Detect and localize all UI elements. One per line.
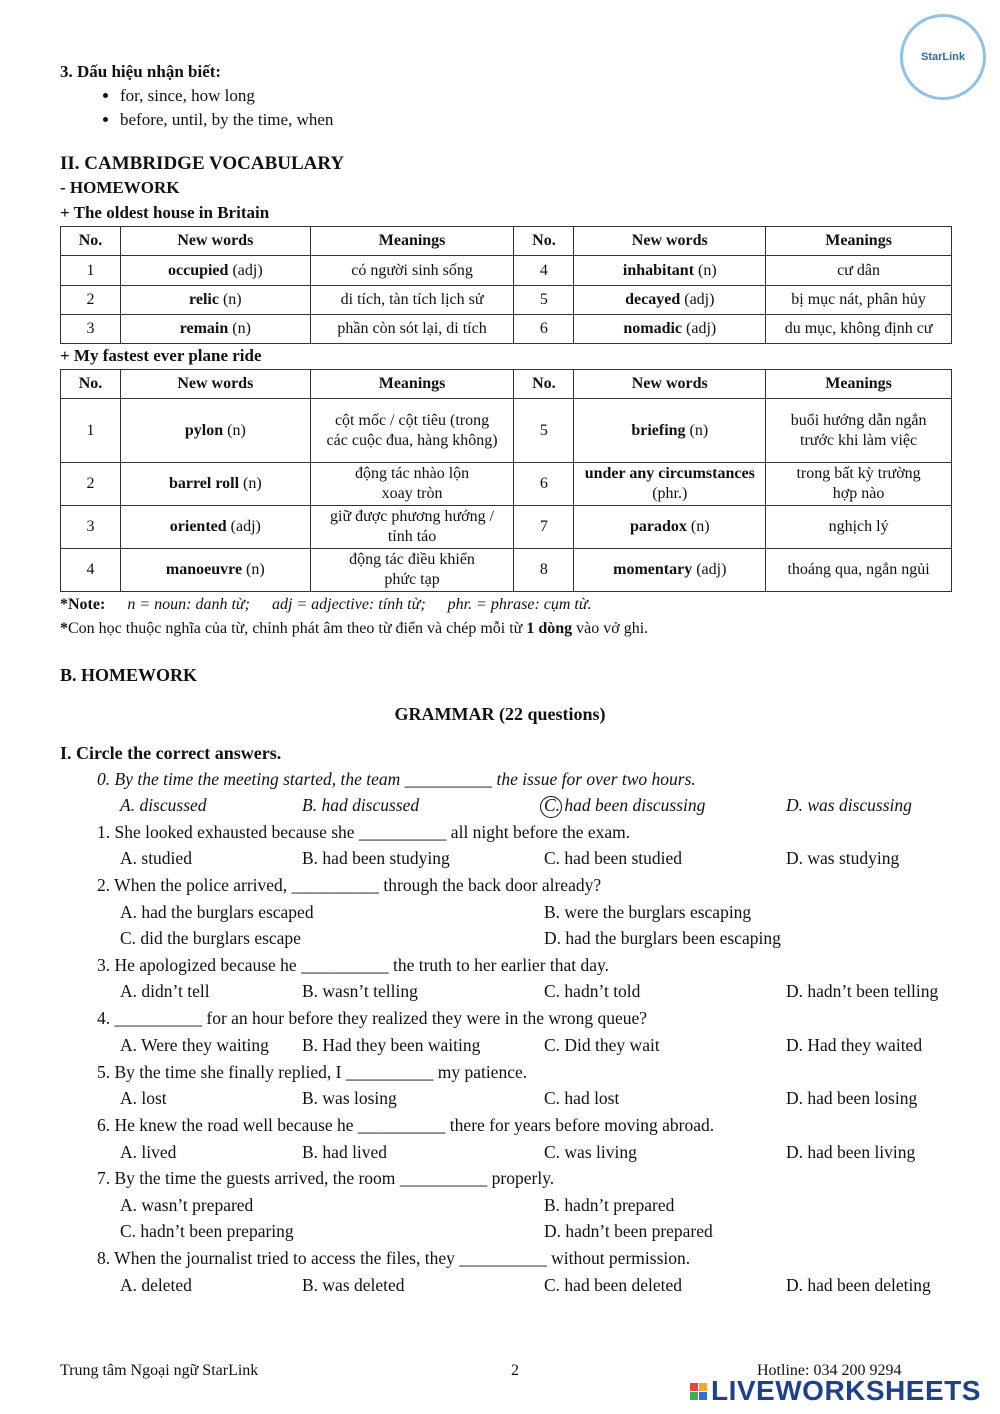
- col-header: Meanings: [310, 370, 514, 399]
- note-adj: adj = adjective: tính từ;: [271, 596, 426, 613]
- signal-item: • before, until, by the time, when: [120, 108, 333, 132]
- word: occupied: [167, 261, 229, 279]
- option-c[interactable]: C. had been deleted: [544, 1275, 683, 1295]
- word: briefing: [631, 421, 686, 439]
- cell-word: [120, 463, 310, 506]
- table2-title: + My fastest ever plane ride: [60, 346, 262, 365]
- note-instruction: *Con học thuộc nghĩa của từ, chỉnh phát âm theo từ điển và chép mỗi từ 1 dòng vào vở ghi.: [60, 620, 649, 637]
- cell-meaning: cột mốc / cột tiêu (trong các cuộc đua, hàng không): [310, 399, 514, 463]
- cell-no: 1: [61, 399, 121, 463]
- cell-word: [120, 256, 310, 286]
- vocab-table-2: [60, 369, 952, 592]
- cell-no: 5: [514, 399, 574, 463]
- cell-meaning: động tác nhào lộn xoay tròn: [310, 463, 514, 506]
- cell-no: 8: [514, 549, 574, 592]
- logo-text: StarLink: [920, 51, 965, 63]
- cell-meaning: bị mục nát, phân hủy: [766, 286, 952, 315]
- option-d[interactable]: D. hadn’t been prepared: [544, 1221, 713, 1241]
- col-header: New words: [574, 227, 766, 256]
- brand-text: LIVEWORKSHEETS: [711, 1375, 981, 1406]
- liveworksheets-cube-icon: [690, 1383, 707, 1400]
- liveworksheets-brand: [690, 1376, 981, 1406]
- option-b[interactable]: B. wasn’t telling: [302, 981, 418, 1001]
- option-c[interactable]: C. had lost: [544, 1088, 620, 1108]
- option-d[interactable]: D. had been deleting: [786, 1275, 931, 1295]
- word: oriented: [169, 518, 227, 535]
- cell-meaning: du mục, không định cư: [766, 315, 952, 344]
- cell-word: [574, 463, 766, 506]
- word-type: (n): [242, 561, 265, 578]
- option-c[interactable]: C. was living: [544, 1142, 637, 1162]
- cell-no: 6: [514, 463, 574, 506]
- option-b[interactable]: B. hadn’t prepared: [544, 1195, 675, 1215]
- question-0: 0. By the time the meeting started, the team __________ the issue for over two hours.: [97, 769, 696, 789]
- option-c[interactable]: C. had been discussing: [544, 795, 706, 815]
- table-row: [61, 286, 952, 315]
- option-a[interactable]: A. wasn’t prepared: [120, 1195, 254, 1215]
- col-header: New words: [120, 370, 310, 399]
- word: relic: [189, 291, 219, 308]
- cell-word: [574, 399, 766, 463]
- cell-meaning: trong bất kỳ trường hợp nào: [766, 463, 952, 506]
- table1-title: + The oldest house in Britain: [60, 203, 270, 222]
- option-c[interactable]: C. hadn’t been preparing: [120, 1221, 294, 1241]
- note-label: *Note:: [60, 596, 106, 613]
- table-row: [61, 256, 952, 286]
- option-a[interactable]: A. didn’t tell: [120, 981, 210, 1001]
- cell-word: [574, 256, 766, 286]
- option-d[interactable]: D. Had they waited: [786, 1035, 923, 1055]
- option-b[interactable]: B. had lived: [302, 1142, 388, 1162]
- section3-heading: 3. Dấu hiệu nhận biết:: [60, 62, 222, 81]
- option-b[interactable]: B. had discussed: [302, 795, 420, 815]
- question-1: 1. She looked exhausted because she __________ all night before the exam.: [97, 822, 631, 842]
- table-row: [61, 315, 952, 344]
- word: under any circumstances: [584, 465, 755, 482]
- table-row: [61, 549, 952, 592]
- footer-hotline: Hotline: 034 200 9294: [757, 1362, 902, 1379]
- homework-heading: B. HOMEWORK: [60, 665, 198, 685]
- cell-no: 1: [61, 256, 121, 286]
- question-2: 2. When the police arrived, __________ through the back door already?: [97, 875, 602, 895]
- word-type: (n): [228, 320, 251, 337]
- question-8: 8. When the journalist tried to access the files, they __________ without permission.: [97, 1248, 691, 1268]
- cell-word: [574, 549, 766, 592]
- word: barrel roll: [168, 475, 240, 492]
- option-d[interactable]: D. had the burglars been escaping: [544, 928, 781, 948]
- signal-list: [90, 84, 333, 132]
- word-type: (adj): [228, 261, 263, 279]
- cell-no: 3: [61, 315, 121, 344]
- option-a[interactable]: A. studied: [120, 848, 192, 868]
- cell-meaning: động tác điều khiển phức tạp: [310, 549, 514, 592]
- vocab-subheading: - HOMEWORK: [60, 178, 180, 197]
- option-c[interactable]: C. Did they wait: [544, 1035, 660, 1055]
- grammar-title: GRAMMAR (22 questions): [394, 704, 606, 724]
- cell-meaning: di tích, tàn tích lịch sử: [310, 286, 514, 315]
- option-a[interactable]: A. deleted: [120, 1275, 192, 1295]
- option-a[interactable]: A. discussed: [120, 795, 207, 815]
- question-6: 6. He knew the road well because he __________ there for years before moving abroad.: [97, 1115, 715, 1135]
- cell-no: 4: [514, 256, 574, 286]
- word: manoeuvre: [165, 561, 243, 578]
- question-3: 3. He apologized because he __________ the truth to her earlier that day.: [97, 955, 610, 975]
- cell-no: 3: [61, 506, 121, 549]
- note-bold: 1 dòng: [526, 620, 573, 637]
- option-b[interactable]: B. had been studying: [302, 848, 450, 868]
- word-type: (n): [685, 421, 709, 439]
- note-text: Con học thuộc nghĩa của từ, chỉnh phát âm theo từ điển và chép mỗi từ: [68, 620, 527, 637]
- cell-no: 6: [514, 315, 574, 344]
- table-row: [61, 463, 952, 506]
- question-5: 5. By the time she finally replied, I __________ my patience.: [97, 1062, 528, 1082]
- option-a[interactable]: A. lost: [120, 1088, 167, 1108]
- word-type: (phr.): [652, 485, 688, 502]
- col-header: Meanings: [766, 370, 952, 399]
- option-d[interactable]: D. hadn’t been telling: [786, 981, 939, 1001]
- cell-no: 2: [61, 463, 121, 506]
- word-type: (n): [686, 518, 710, 535]
- starlink-logo: [900, 14, 986, 100]
- table-header-row: [61, 227, 952, 256]
- answer-circle-mark: [540, 796, 562, 818]
- word: nomadic: [623, 320, 683, 337]
- option-d[interactable]: D. was studying: [786, 848, 900, 868]
- cell-meaning: giữ được phương hướng / tỉnh táo: [310, 506, 514, 549]
- option-a[interactable]: A. Were they waiting: [120, 1035, 269, 1055]
- word-type: (n): [223, 421, 246, 439]
- cell-word: [120, 286, 310, 315]
- word: pylon: [184, 421, 224, 439]
- cell-meaning: buổi hướng dẫn ngắn trước khi làm việc: [766, 399, 952, 463]
- col-header: Meanings: [310, 227, 514, 256]
- col-header: No.: [514, 227, 574, 256]
- word: inhabitant: [622, 261, 695, 279]
- table-header-row: [61, 370, 952, 399]
- col-header: No.: [61, 227, 121, 256]
- note-text: vào vở ghi.: [572, 620, 649, 637]
- cell-word: [120, 549, 310, 592]
- table-row: [61, 399, 952, 463]
- cell-no: 4: [61, 549, 121, 592]
- cell-word: [120, 506, 310, 549]
- word: paradox: [629, 518, 687, 535]
- page-number: 2: [511, 1362, 519, 1379]
- option-a[interactable]: A. lived: [120, 1142, 177, 1162]
- option-b[interactable]: B. was losing: [302, 1088, 397, 1108]
- question-4: 4. __________ for an hour before they realized they were in the wrong queue?: [97, 1008, 648, 1028]
- cell-meaning: cư dân: [766, 256, 952, 286]
- part1-instruction: I. Circle the correct answers.: [60, 743, 282, 763]
- note-noun: n = noun: danh từ;: [127, 596, 250, 613]
- vocab-table-1: [60, 226, 952, 344]
- word-type: (adj): [680, 291, 715, 308]
- cell-meaning: có người sinh sống: [310, 256, 514, 286]
- cell-word: [574, 506, 766, 549]
- word: momentary: [613, 561, 693, 578]
- vocab-heading: II. CAMBRIDGE VOCABULARY: [60, 153, 345, 174]
- col-header: New words: [120, 227, 310, 256]
- footer-center-name: Trung tâm Ngoại ngữ StarLink: [60, 1362, 259, 1379]
- col-header: Meanings: [766, 227, 952, 256]
- option-d[interactable]: D. was discussing: [786, 795, 912, 815]
- cell-meaning: nghịch lý: [766, 506, 952, 549]
- note-line: [60, 596, 592, 614]
- option-d[interactable]: D. had been living: [786, 1142, 916, 1162]
- word-type: (adj): [682, 320, 717, 337]
- cell-no: 7: [514, 506, 574, 549]
- word-type: (adj): [226, 518, 261, 535]
- cell-meaning: thoáng qua, ngắn ngủi: [766, 549, 952, 592]
- cell-meaning: phần còn sót lại, di tích: [310, 315, 514, 344]
- cell-word: [574, 286, 766, 315]
- word-type: (n): [694, 261, 717, 279]
- col-header: No.: [514, 370, 574, 399]
- question-7: 7. By the time the guests arrived, the room __________ properly.: [97, 1168, 555, 1188]
- option-b[interactable]: B. were the burglars escaping: [544, 902, 752, 922]
- note-phr: phr. = phrase: cụm từ.: [447, 596, 592, 613]
- col-header: New words: [574, 370, 766, 399]
- cell-no: 2: [61, 286, 121, 315]
- option-c[interactable]: C. had been studied: [544, 848, 683, 868]
- word: decayed: [625, 291, 681, 308]
- table-row: [61, 506, 952, 549]
- option-b[interactable]: B. Had they been waiting: [302, 1035, 481, 1055]
- option-c[interactable]: C. hadn’t told: [544, 981, 641, 1001]
- cell-word: [574, 315, 766, 344]
- option-d[interactable]: D. had been losing: [786, 1088, 918, 1108]
- word: remain: [179, 320, 229, 337]
- col-header: No.: [61, 370, 121, 399]
- option-c[interactable]: C. did the burglars escape: [120, 928, 301, 948]
- word-type: (adj): [692, 561, 727, 578]
- cell-word: [120, 315, 310, 344]
- word-type: (n): [218, 291, 242, 308]
- option-b[interactable]: B. was deleted: [302, 1275, 405, 1295]
- cell-word: [120, 399, 310, 463]
- word-type: (n): [239, 475, 262, 492]
- option-a[interactable]: A. had the burglars escaped: [120, 902, 314, 922]
- cell-no: 5: [514, 286, 574, 315]
- signal-item: • for, since, how long: [120, 84, 333, 108]
